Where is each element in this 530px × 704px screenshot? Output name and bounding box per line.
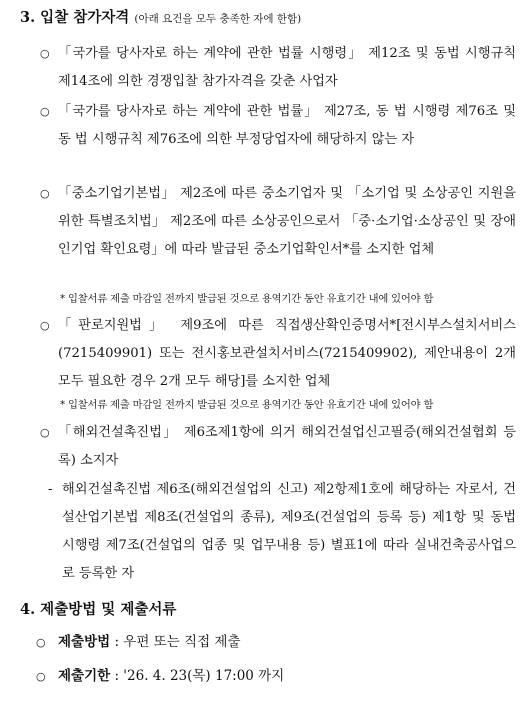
eligibility-item-2 <box>40 98 516 154</box>
eligibility-item-4 <box>40 312 516 396</box>
footnote-1: * 입찰서류 제출 마감일 전까지 발급된 것으로 용역기간 동안 유효기간 내에 있어야 함 <box>60 293 434 305</box>
eligibility-item-text: 「국가를 당사자로 하는 계약에 관한 법률」 제27조, 동 법 시행령 제76조 및 동 법 시행규칙 제76조에 의한 부정당업자에 해당하지 않는 자 <box>58 104 516 147</box>
bullet-mark: ○ <box>40 47 50 60</box>
section-4-heading <box>20 598 176 619</box>
bullet-mark: ○ <box>40 426 50 439</box>
construction-registration-text: 해외건설촉진법 제6조(해외건설업의 신고) 제2항제1호에 해당하는 자로서, 건설산업기본법 제8조(건설업의 종류), 제9조(건설업의 등록 등) 제1항 및 동법 시행령 제7조(건설업의 업종 및 업무내용 등) 별표1에 따라 실내건축공사업으로 등록한 자 <box>62 482 516 581</box>
eligibility-item-5 <box>40 419 516 475</box>
eligibility-item-text: 「중소기업기본법」 제2조에 따른 중소기업자 및 「소기업 및 소상공인 지원을 위한 특별조치법」 제2조에 따른 소상공인으로서 「중·소기업·소상공인 및 장애인기업 확인요령」에 따라 발급된 중소기업확인서*를 소지한 업체 <box>58 186 516 257</box>
bullet-mark: ○ <box>36 670 46 683</box>
eligibility-item-text: 「판로지원법」 제9조에 따른 직접생산확인증명서*[전시부스설치서비스(7215409901) 또는 전시홍보관설치서비스(7215409902), 제안내용이 2개 모두 필요한 경우 2개 모두 해당]를 소지한 업체 <box>58 318 516 389</box>
submission-deadline <box>36 662 284 691</box>
section-4-title: 4. 제출방법 및 제출서류 <box>20 601 177 618</box>
submission-method <box>36 628 241 657</box>
bullet-mark: ○ <box>36 636 46 649</box>
submission-method-value: : 우편 또는 직접 제출 <box>110 634 241 650</box>
construction-registration-note <box>48 476 516 588</box>
dash-mark: - <box>48 482 53 497</box>
submission-method-label: 제출방법 <box>58 634 111 650</box>
eligibility-item-text: 「해외건설촉진법」 제6조제1항에 의거 해외건설업신고필증(해외건설협회 등록) 소지자 <box>58 425 516 468</box>
section-3-note: (아래 요건을 모두 충족한 자에 한함) <box>134 13 302 25</box>
bullet-mark: ○ <box>40 319 50 332</box>
eligibility-item-text: 「국가를 당사자로 하는 계약에 관한 법률 시행령」 제12조 및 동법 시행규칙 제14조에 의한 경쟁입찰 참가자격을 갖춘 사업자 <box>58 46 516 89</box>
section-3-heading <box>20 6 301 27</box>
section-3-title: 3. 입찰 참가자격 <box>20 9 130 26</box>
submission-deadline-value: : '26. 4. 23(목) 17:00 까지 <box>110 668 285 684</box>
eligibility-item-3 <box>40 180 516 264</box>
bullet-mark: ○ <box>40 187 50 200</box>
submission-deadline-label: 제출기한 <box>58 668 111 684</box>
footnote-2: * 입찰서류 제출 마감일 전까지 발급된 것으로 용역기간 동안 유효기간 내에 있어야 함 <box>60 399 434 411</box>
bullet-mark: ○ <box>40 105 50 118</box>
eligibility-item-1 <box>40 40 516 96</box>
